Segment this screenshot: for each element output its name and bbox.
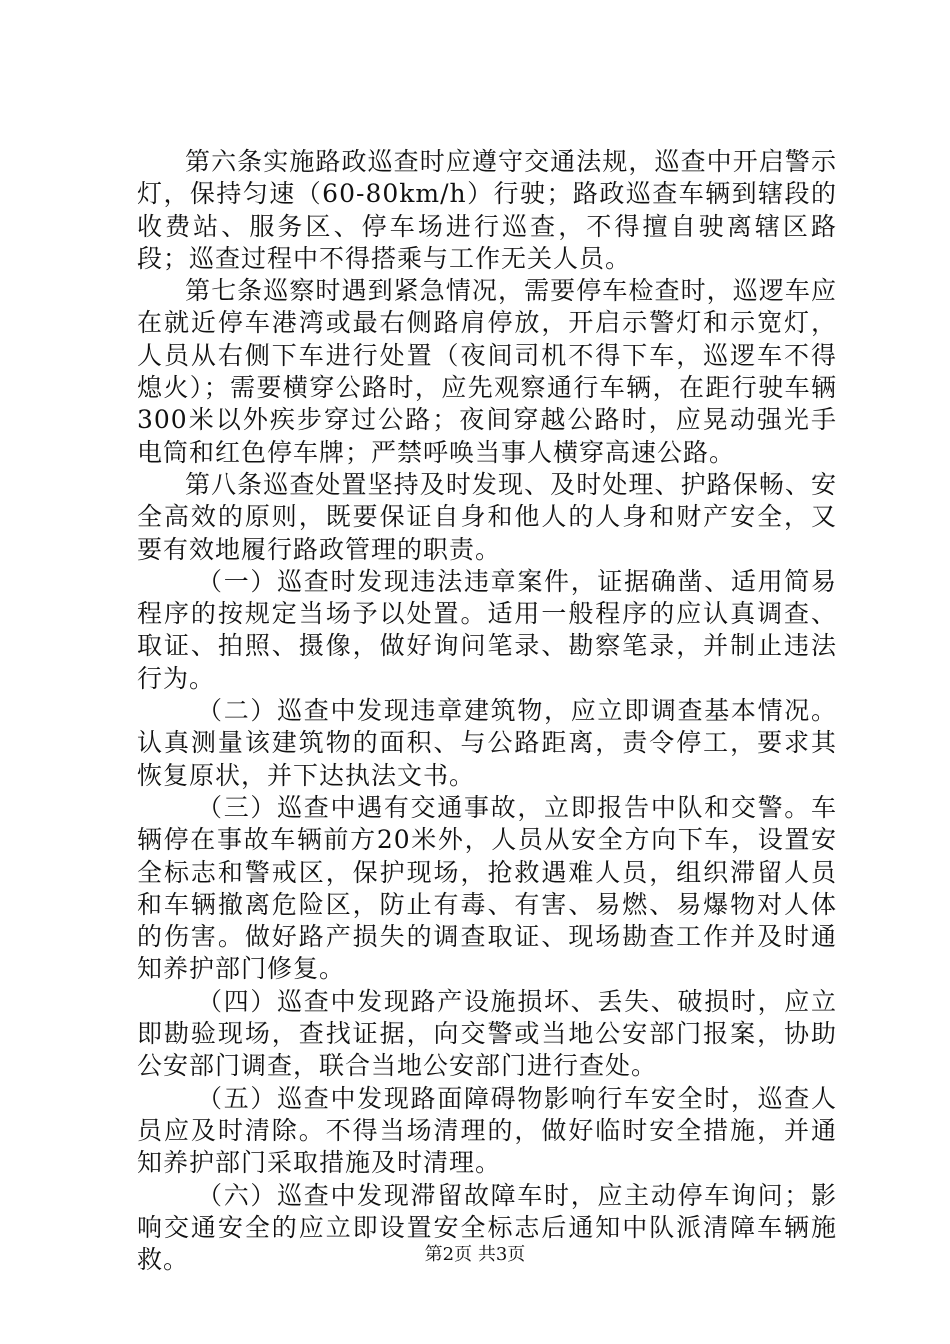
clause-1-paragraph: （一）巡查时发现违法违章案件，证据确凿、适用简易程序的按规定当场予以处置。适用一般程序的应认真调查、取证、拍照、摄像，做好询问笔录、勘察笔录，并制止违法行为。 xyxy=(137,566,837,693)
document-body xyxy=(137,146,837,1276)
page-number-footer: 第2页 共3页 xyxy=(424,1244,526,1265)
article-6-paragraph: 第六条实施路政巡查时应遵守交通法规，巡查中开启警示灯，保持匀速（60-80km/h）行驶；路政巡查车辆到辖段的收费站、服务区、停车场进行巡查，不得擅自驶离辖区路段；巡查过程中不得搭乘与工作无关人员。 xyxy=(137,147,837,273)
clause-3-paragraph: （三）巡查中遇有交通事故，立即报告中队和交警。车辆停在事故车辆前方20米外，人员从安全方向下车，设置安全标志和警戒区，保护现场，抢救遇难人员，组织滞留人员和车辆撤离危险区，防止有毒、有害、易燃、易爆物对人体的伤害。做好路产损失的调查取证、现场勘查工作并及时通知养护部门修复。 xyxy=(137,792,837,984)
clause-5-paragraph: （五）巡查中发现路面障碍物影响行车安全时，巡查人员应及时清除。不得当场清理的，做好临时安全措施，并通知养护部门采取措施及时清理。 xyxy=(137,1083,837,1178)
clause-6-paragraph: （六）巡查中发现滞留故障车时，应主动停车询问；影响交通安全的应立即设置安全标志后通知中队派清障车辆施救。 xyxy=(137,1180,837,1275)
article-7-paragraph: 第七条巡察时遇到紧急情况，需要停车检查时，巡逻车应在就近停车港湾或最右侧路肩停放，开启示警灯和示宽灯，人员从右侧下车进行处置（夜间司机不得下车，巡逻车不得熄火）；需要横穿公路时，应先观察通行车辆，在距行驶车辆300米以外疾步穿过公路；夜间穿越公路时，应晃动强光手电筒和红色停车牌；严禁呼唤当事人横穿高速公路。 xyxy=(137,276,837,467)
clause-2-paragraph: （二）巡查中发现违章建筑物，应立即调查基本情况。认真测量该建筑物的面积、与公路距离，责令停工，要求其恢复原状，并下达执法文书。 xyxy=(137,696,837,790)
article-8-paragraph: 第八条巡查处置坚持及时发现、及时处理、护路保畅、安全高效的原则，既要保证自身和他人的人身和财产安全，又要有效地履行路政管理的职责。 xyxy=(137,469,837,564)
clause-4-paragraph: （四）巡查中发现路产设施损坏、丢失、破损时，应立即勘验现场，查找证据，向交警或当地公安部门报案，协助公安部门调查，联合当地公安部门进行查处。 xyxy=(137,986,837,1081)
